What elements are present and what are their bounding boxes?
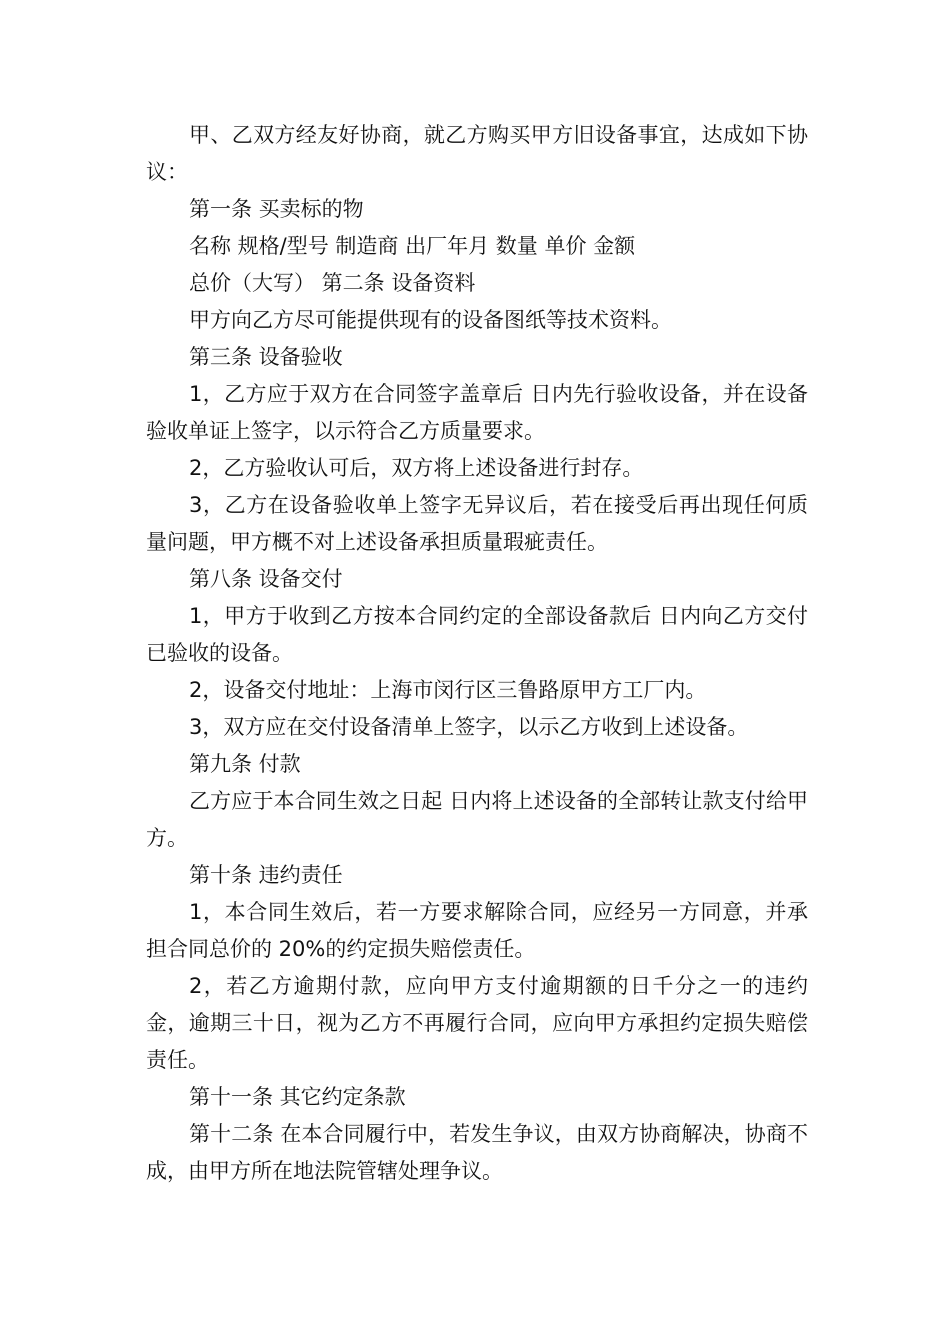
article-10-clause-2: 2，若乙方逾期付款，应向甲方支付逾期额的日千分之一的违约金，逾期三十日，视为乙方不再履行合同，应向甲方承担约定损失赔偿责任。 <box>146 974 808 1072</box>
article-3-clause-2: 2，乙方验收认可后，双方将上述设备进行封存。 <box>189 456 644 480</box>
article-8-clause-1: 1，甲方于收到乙方按本合同约定的全部设备款后 日内向乙方交付已验收的设备。 <box>146 604 808 665</box>
article-3-clause-3: 3，乙方在设备验收单上签字无异议后，若在接受后再出现任何质量问题，甲方概不对上述设备承担质量瑕疵责任。 <box>146 493 808 554</box>
article-8-heading: 第八条 设备交付 <box>189 567 343 591</box>
intro-paragraph: 甲、乙双方经友好协商，就乙方购买甲方旧设备事宜，达成如下协议： <box>146 123 808 184</box>
article-9-text: 乙方应于本合同生效之日起 日内将上述设备的全部转让款支付给甲方。 <box>146 789 808 850</box>
article-2-text: 甲方向乙方尽可能提供现有的设备图纸等技术资料。 <box>189 308 672 332</box>
item-columns-line: 名称 规格/型号 制造商 出厂年月 数量 单价 金额 <box>189 234 636 258</box>
article-10-heading: 第十条 违约责任 <box>189 863 343 887</box>
article-12-text: 第十二条 在本合同履行中，若发生争议，由双方协商解决，协商不成，由甲方所在地法院管辖处理争议。 <box>146 1122 808 1183</box>
article-11-heading: 第十一条 其它约定条款 <box>189 1085 406 1109</box>
article-3-clause-1: 1，乙方应于双方在合同签字盖章后 日内先行验收设备，并在设备验收单证上签字，以示符合乙方质量要求。 <box>146 382 808 443</box>
document-body <box>146 117 808 1190</box>
total-price-and-article-2-heading: 总价（大写） 第二条 设备资料 <box>189 271 476 295</box>
article-9-heading: 第九条 付款 <box>189 752 301 776</box>
article-8-clause-2: 2，设备交付地址：上海市闵行区三鲁路原甲方工厂内。 <box>189 678 707 702</box>
article-1-heading: 第一条 买卖标的物 <box>189 197 364 221</box>
article-10-clause-1: 1，本合同生效后，若一方要求解除合同，应经另一方同意，并承担合同总价的 20%的约定损失赔偿责任。 <box>146 900 808 961</box>
article-3-heading: 第三条 设备验收 <box>189 345 343 369</box>
article-8-clause-3: 3，双方应在交付设备清单上签字，以示乙方收到上述设备。 <box>189 715 749 739</box>
